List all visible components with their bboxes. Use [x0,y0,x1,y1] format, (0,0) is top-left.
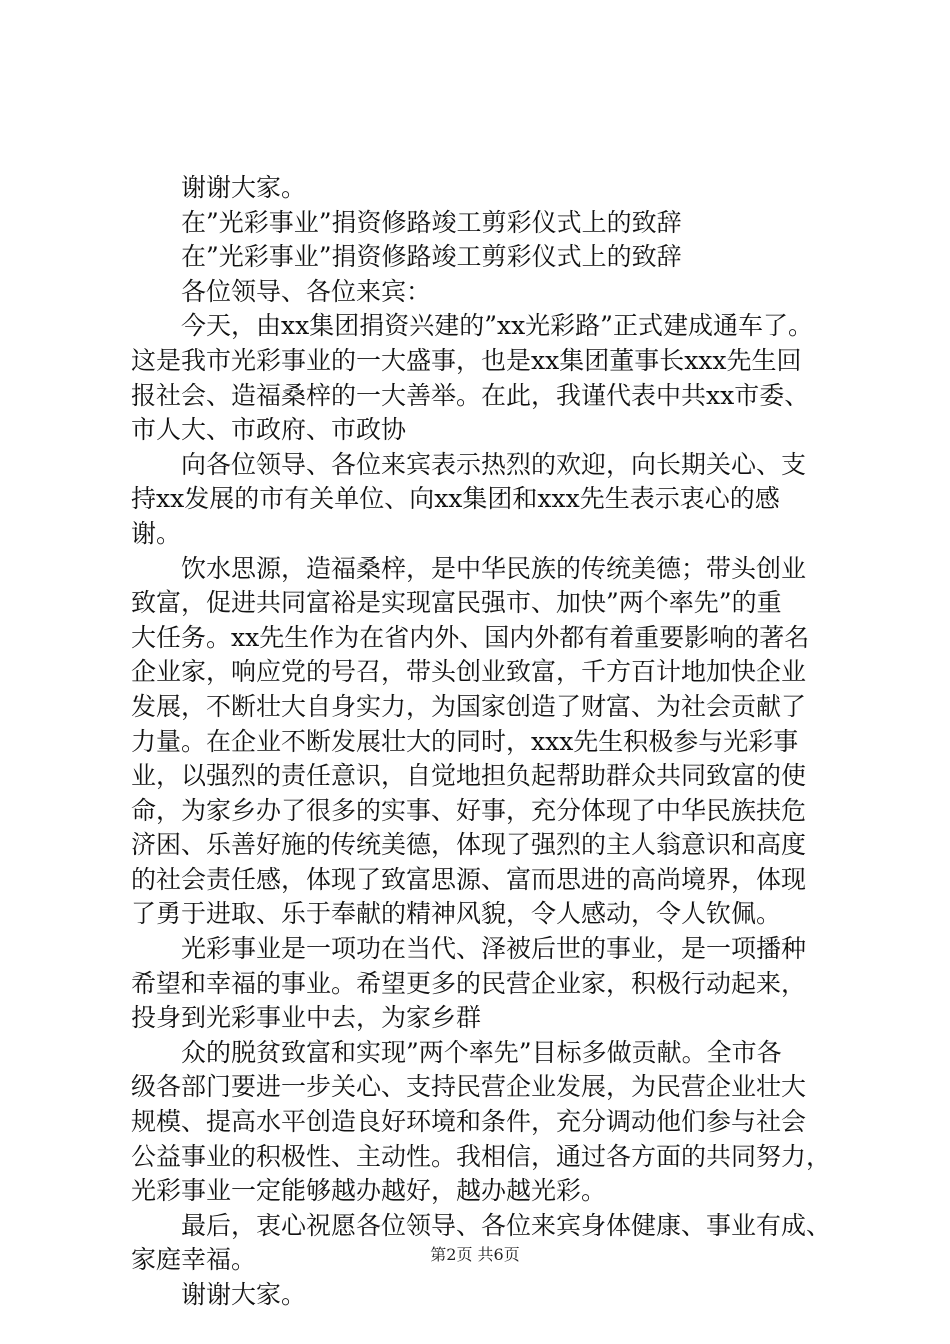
paragraph-line: 级各部门要进一步关心、支持民营企业发展，为民营企业壮大 [131,1072,807,1102]
paragraph-line: 饮水思源，造福桑梓，是中华民族的传统美德；带头创业 [181,553,807,583]
paragraph-line: 投身到光彩事业中去，为家乡群 [131,1003,482,1033]
paragraph-line: 公益事业的积极性、主动性。我相信，通过各方面的共同努力， [131,1141,832,1171]
paragraph-line: 光彩事业是一项功在当代、泽被后世的事业，是一项播种 [181,934,807,964]
paragraph-line: 希望和幸福的事业。希望更多的民营企业家，积极行动起来， [131,968,807,998]
paragraph-line: 致富，促进共同富裕是实现富民强市、加快”两个率先”的重 [131,588,782,618]
page-number: 第2页 共6页 [430,1245,520,1264]
paragraph-line: 谢。 [131,518,182,548]
paragraph-line: 的社会责任感，体现了致富思源、富而思进的高尚境界，体现 [131,864,807,894]
paragraph-line: 光彩事业一定能够越办越好，越办越光彩。 [131,1176,607,1206]
closing-thanks: 谢谢大家。 [181,1280,307,1309]
paragraph-line: 家庭幸福。 [131,1245,257,1275]
closing-thanks: 谢谢大家。 [181,173,307,202]
paragraph-line: 了勇于进取、乐于奉献的精神风貌，令人感动，令人钦佩。 [131,899,782,929]
paragraph-line: 业，以强烈的责任意识，自觉地担负起帮助群众共同致富的使 [131,761,807,791]
paragraph-line: 命，为家乡办了很多的实事、好事，充分体现了中华民族扶危 [131,795,807,825]
paragraph-line: 众的脱贫致富和实现”两个率先”目标多做贡献。全市各 [181,1037,782,1067]
paragraph-line: 规模、提高水平创造良好环境和条件，充分调动他们参与社会 [131,1107,807,1137]
paragraph-line: 持xx发展的市有关单位、向xx集团和xxx先生表示衷心的感 [131,484,780,514]
paragraph-line: 企业家，响应党的号召，带头创业致富，千方百计地加快企业 [131,657,807,687]
speech-title-repeat: 在”光彩事业”捐资修路竣工剪彩仪式上的致辞 [181,242,682,272]
document-body [131,171,851,1313]
salutation: 各位领导、各位来宾： [181,276,432,306]
paragraph-line: 力量。在企业不断发展壮大的同时，xxx先生积极参与光彩事 [131,726,799,756]
paragraph-line: 大任务。xx先生作为在省内外、国内外都有着重要影响的著名 [131,622,810,652]
paragraph-line: 市人大、市政府、市政协 [131,415,407,445]
paragraph-line: 最后，衷心祝愿各位领导、各位来宾身体健康、事业有成、 [181,1210,832,1240]
paragraph-line: 发展，不断壮大自身实力，为国家创造了财富、为社会贡献了 [131,691,807,721]
paragraph-line: 这是我市光彩事业的一大盛事，也是xx集团董事长xxx先生回 [131,345,802,375]
speech-title: 在”光彩事业”捐资修路竣工剪彩仪式上的致辞 [181,207,682,237]
paragraph-line: 今天，由xx集团捐资兴建的”xx光彩路”正式建成通车了。 [181,311,813,341]
paragraph-line: 报社会、造福桑梓的一大善举。在此，我谨代表中共xx市委、 [131,380,810,410]
paragraph-line: 济困、乐善好施的传统美德，体现了强烈的主人翁意识和高度 [131,830,807,860]
paragraph-line: 向各位领导、各位来宾表示热烈的欢迎，向长期关心、支 [181,449,807,479]
